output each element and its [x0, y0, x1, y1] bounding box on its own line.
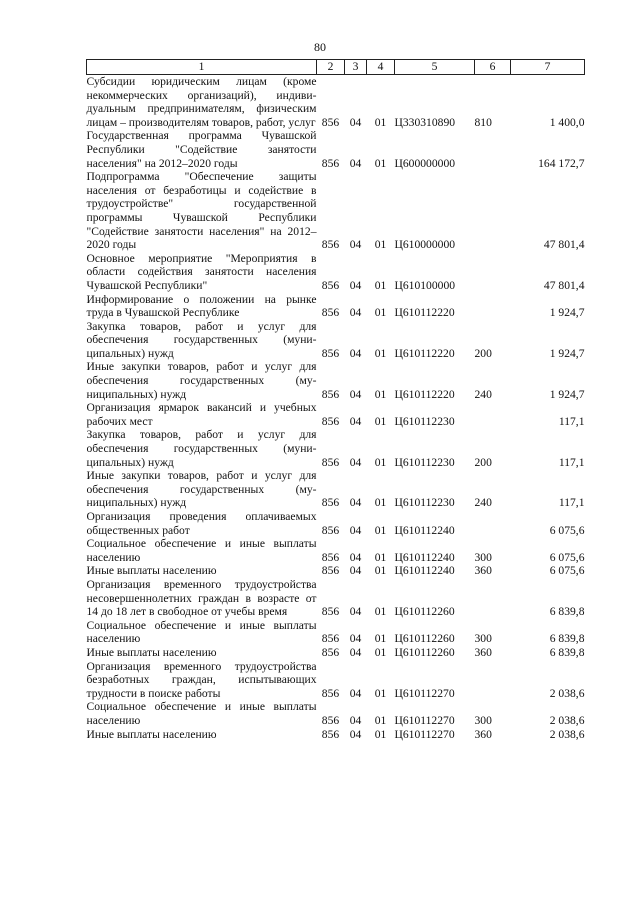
- row-amount: 6 075,6: [549, 550, 585, 564]
- row-name: Социальное обеспечение и иные выплаты населению: [86, 700, 317, 727]
- row-name: Закупка товаров, работ и услуг для обеспечения государственных (муниципальных) нужд: [86, 428, 317, 469]
- row-section-code: 04: [349, 278, 362, 292]
- row-ministry-code: 856: [321, 713, 340, 727]
- row-target-code: Ц610112220: [394, 387, 455, 401]
- row-section-code: 04: [349, 523, 362, 537]
- table-row: [87, 646, 585, 660]
- row-name: Организация проведения оплачиваемых общественных работ: [86, 510, 317, 537]
- table-header: [87, 60, 585, 75]
- row-section-code: 04: [349, 727, 362, 741]
- row-subsection-code: 01: [374, 564, 387, 578]
- row-target-code: Ц610000000: [394, 238, 456, 252]
- row-name: Иные выплаты населению: [86, 727, 217, 741]
- row-amount: 117,1: [558, 455, 585, 469]
- table-row: [87, 293, 585, 320]
- row-expense-code: 810: [474, 115, 492, 129]
- row-subsection-code: 01: [374, 387, 387, 401]
- budget-table: [86, 59, 585, 741]
- row-section-code: 04: [349, 346, 362, 360]
- row-section-code: 04: [349, 306, 362, 320]
- row-ministry-code: 856: [321, 414, 340, 428]
- row-section-code: 04: [349, 156, 362, 170]
- table-row: [87, 537, 585, 564]
- row-ministry-code: 856: [321, 278, 340, 292]
- row-name: Информирование о положении на рынке труда в Чувашской Республике: [86, 292, 317, 320]
- row-expense-code: 360: [474, 727, 492, 741]
- row-subsection-code: 01: [374, 645, 387, 659]
- row-expense-code: [475, 129, 511, 170]
- row-expense-code: 360: [474, 564, 492, 578]
- row-name: Государственная программа Чувашской Республики "Содействие занятости населения" на 2012–2020 годы: [86, 129, 317, 170]
- row-name: Иные закупки товаров, работ и услуг для обеспечения государственных (муниципальных) нужд: [86, 469, 317, 510]
- row-expense-code: 300: [474, 550, 492, 564]
- row-name: Субсидии юридическим лицам (кроме некоммерческих организаций), индивидуальным предпринимателям, физическим лицам – производителям товаров, работ, услуг: [86, 75, 317, 129]
- table-row: [87, 428, 585, 469]
- row-section-code: 04: [349, 496, 362, 510]
- row-amount: 6 075,6: [549, 564, 585, 578]
- row-subsection-code: 01: [374, 713, 387, 727]
- row-ministry-code: 856: [321, 564, 340, 578]
- row-amount: 164 172,7: [538, 156, 585, 170]
- row-subsection-code: 01: [374, 346, 387, 360]
- row-amount: 2 038,6: [549, 727, 585, 741]
- row-ministry-code: 856: [321, 523, 340, 537]
- row-expense-code: [475, 660, 511, 701]
- row-name: Иные выплаты населению: [86, 645, 217, 659]
- row-name: Социальное обеспечение и иные выплаты населению: [86, 537, 317, 564]
- row-subsection-code: 01: [374, 686, 387, 700]
- table-row: [87, 619, 585, 646]
- row-expense-code: [475, 170, 511, 252]
- row-ministry-code: 856: [321, 455, 340, 469]
- row-target-code: Ц610112260: [394, 632, 455, 646]
- table-row: [87, 700, 585, 727]
- row-amount: 47 801,4: [543, 278, 585, 292]
- row-subsection-code: 01: [374, 306, 387, 320]
- row-amount: 1 924,7: [549, 387, 585, 401]
- column-header-target: 5: [395, 60, 475, 75]
- table-row: [87, 578, 585, 619]
- row-subsection-code: 01: [374, 496, 387, 510]
- row-expense-code: 300: [474, 713, 492, 727]
- row-amount: 6 839,8: [549, 605, 585, 619]
- row-subsection-code: 01: [374, 156, 387, 170]
- row-amount: 6 075,6: [549, 523, 585, 537]
- row-expense-code: [475, 510, 511, 537]
- row-ministry-code: 856: [321, 645, 340, 659]
- row-name: Организация ярмарок вакансий и учебных рабочих мест: [86, 401, 317, 428]
- row-subsection-code: 01: [374, 414, 387, 428]
- table-row: [87, 728, 585, 742]
- column-header-name: 1: [87, 60, 317, 75]
- row-ministry-code: 856: [321, 387, 340, 401]
- table-row: [87, 564, 585, 578]
- table-row: [87, 510, 585, 537]
- row-amount: 6 839,8: [549, 632, 585, 646]
- row-expense-code: 300: [474, 632, 492, 646]
- table-body: [87, 75, 585, 742]
- row-expense-code: 200: [474, 346, 492, 360]
- row-target-code: Ц610112240: [394, 550, 455, 564]
- row-target-code: Ц610112230: [394, 455, 455, 469]
- row-target-code: Ц610112220: [394, 306, 455, 320]
- row-expense-code: 240: [474, 387, 492, 401]
- page-number: 80: [314, 40, 326, 54]
- row-name: Иные выплаты населению: [86, 564, 217, 578]
- table-row: [87, 75, 585, 130]
- row-target-code: Ц330310890: [394, 115, 456, 129]
- table-row: [87, 660, 585, 701]
- row-name: Иные закупки товаров, работ и услуг для обеспечения государственных (муниципальных) нужд: [86, 360, 317, 401]
- row-target-code: Ц610112270: [394, 713, 455, 727]
- column-header-section: 3: [345, 60, 367, 75]
- header-row: [87, 60, 585, 75]
- row-target-code: Ц610100000: [394, 278, 456, 292]
- row-section-code: 04: [349, 632, 362, 646]
- column-header-expense: 6: [475, 60, 511, 75]
- row-amount: 117,1: [558, 414, 585, 428]
- row-target-code: Ц610112240: [394, 523, 455, 537]
- row-expense-code: 200: [474, 455, 492, 469]
- row-expense-code: [475, 252, 511, 293]
- row-section-code: 04: [349, 115, 362, 129]
- row-expense-code: 240: [474, 496, 492, 510]
- row-name: Подпрограмма "Обеспечение защиты населения от безработицы и содействие в трудоустройстве" государственной программы Чувашской Республики "Содействие занятости населения" на 2012–2020 годы: [86, 170, 317, 252]
- row-ministry-code: 856: [321, 306, 340, 320]
- row-ministry-code: 856: [321, 238, 340, 252]
- table-row: [87, 401, 585, 428]
- row-name: Организация временного трудоустройства безработных граждан, испытывающих трудности в поиске работы: [86, 659, 317, 700]
- row-section-code: 04: [349, 550, 362, 564]
- table-row: [87, 469, 585, 510]
- row-amount: 47 801,4: [543, 238, 585, 252]
- row-section-code: 04: [349, 455, 362, 469]
- row-ministry-code: 856: [321, 156, 340, 170]
- row-subsection-code: 01: [374, 238, 387, 252]
- row-ministry-code: 856: [321, 727, 340, 741]
- row-section-code: 04: [349, 238, 362, 252]
- row-amount: 6 839,8: [549, 645, 585, 659]
- row-section-code: 04: [349, 564, 362, 578]
- row-target-code: Ц610112230: [394, 414, 455, 428]
- row-ministry-code: 856: [321, 632, 340, 646]
- row-expense-code: [475, 578, 511, 619]
- row-subsection-code: 01: [374, 605, 387, 619]
- table-row: [87, 170, 585, 252]
- row-subsection-code: 01: [374, 632, 387, 646]
- row-name: Организация временного трудоустройства несовершеннолетних граждан в возрасте от 14 до 18 лет в свободное от учебы время: [86, 577, 317, 619]
- row-expense-code: [475, 401, 511, 428]
- table-row: [87, 360, 585, 401]
- table-row: [87, 252, 585, 293]
- row-ministry-code: 856: [321, 686, 340, 700]
- row-target-code: Ц610112270: [394, 727, 455, 741]
- row-name: Закупка товаров, работ и услуг для обеспечения государственных (муниципальных) нужд: [86, 319, 317, 360]
- row-target-code: Ц600000000: [394, 156, 456, 170]
- row-target-code: Ц610112260: [394, 605, 455, 619]
- row-section-code: 04: [349, 605, 362, 619]
- row-amount: 1 924,7: [549, 346, 585, 360]
- row-section-code: 04: [349, 686, 362, 700]
- row-section-code: 04: [349, 713, 362, 727]
- row-subsection-code: 01: [374, 455, 387, 469]
- row-subsection-code: 01: [374, 278, 387, 292]
- table-row: [87, 320, 585, 361]
- row-amount: 1 400,0: [549, 115, 585, 129]
- row-ministry-code: 856: [321, 496, 340, 510]
- row-ministry-code: 856: [321, 605, 340, 619]
- row-section-code: 04: [349, 645, 362, 659]
- row-subsection-code: 01: [374, 727, 387, 741]
- row-target-code: Ц610112220: [394, 346, 455, 360]
- row-target-code: Ц610112230: [394, 496, 455, 510]
- row-name: Основное мероприятие "Мероприятия в области содействия занятости населения Чувашской Республики": [86, 251, 317, 292]
- table-row: [87, 129, 585, 170]
- row-ministry-code: 856: [321, 115, 340, 129]
- row-expense-code: 360: [474, 645, 492, 659]
- row-target-code: Ц610112240: [394, 564, 455, 578]
- row-target-code: Ц610112270: [394, 686, 455, 700]
- row-target-code: Ц610112260: [394, 645, 455, 659]
- row-section-code: 04: [349, 387, 362, 401]
- row-amount: 1 924,7: [549, 306, 585, 320]
- column-header-amount: 7: [511, 60, 585, 75]
- row-amount: 117,1: [558, 496, 585, 510]
- row-subsection-code: 01: [374, 115, 387, 129]
- row-amount: 2 038,6: [549, 713, 585, 727]
- column-header-subsection: 4: [367, 60, 395, 75]
- row-subsection-code: 01: [374, 523, 387, 537]
- row-amount: 2 038,6: [549, 686, 585, 700]
- row-ministry-code: 856: [321, 550, 340, 564]
- column-header-ministry: 2: [317, 60, 345, 75]
- row-name: Социальное обеспечение и иные выплаты населению: [86, 618, 317, 646]
- row-section-code: 04: [349, 414, 362, 428]
- row-subsection-code: 01: [374, 550, 387, 564]
- row-ministry-code: 856: [321, 346, 340, 360]
- row-expense-code: [475, 293, 511, 320]
